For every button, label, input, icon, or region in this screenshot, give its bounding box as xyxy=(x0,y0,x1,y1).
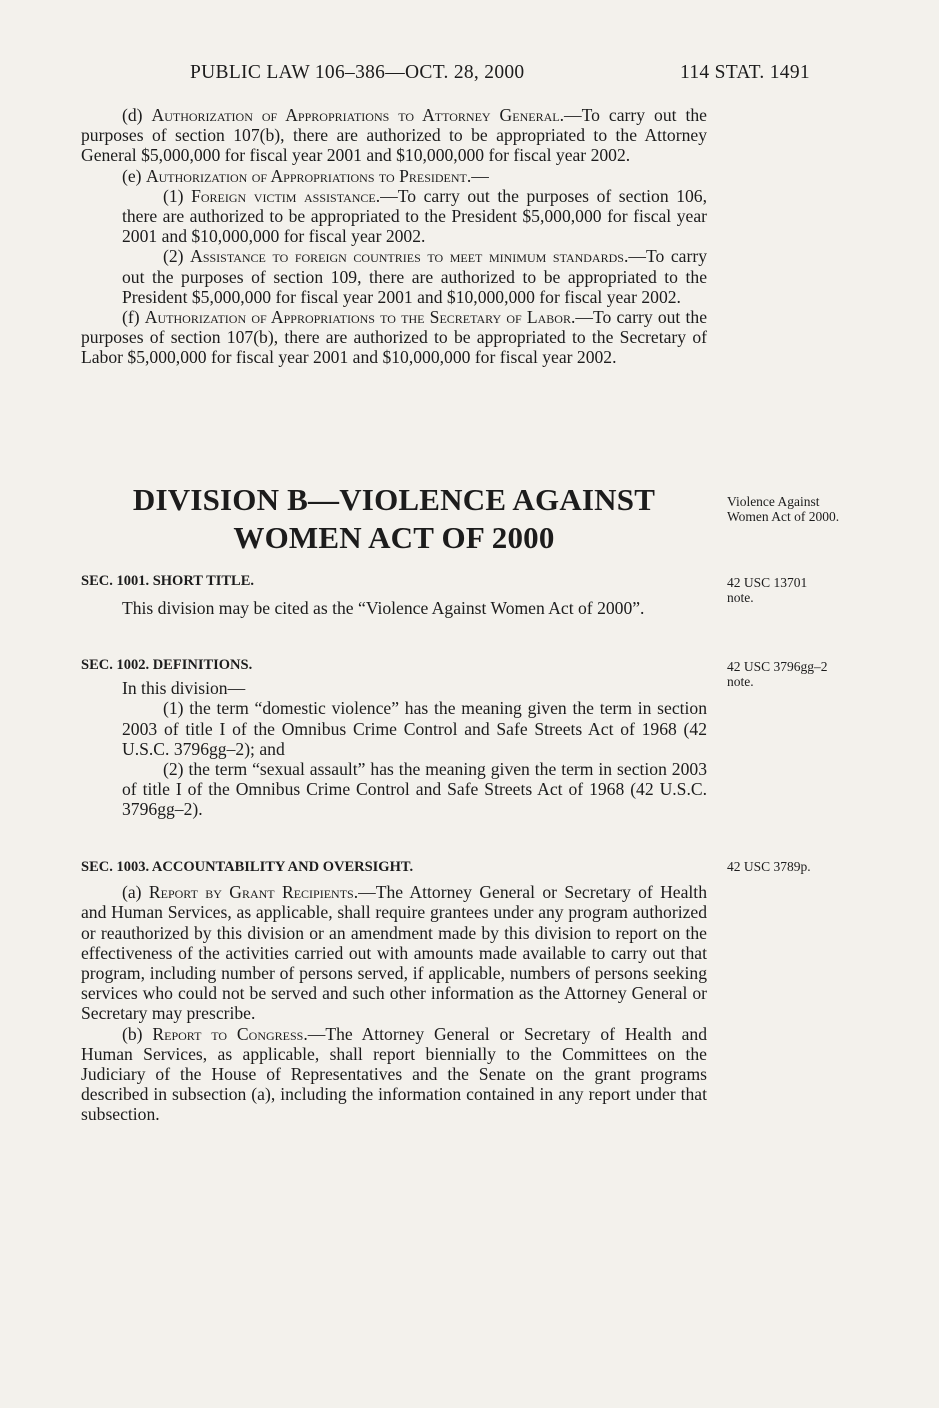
subsection-f-heading: Authorization of Appropriations to the Secretary of Labor. xyxy=(144,307,576,328)
subsection-1003-a-heading: Report by Grant Recipients. xyxy=(148,882,359,903)
division-title-line-1: DIVISION B—VIOLENCE AGAINST xyxy=(132,482,656,517)
division-title-line-2: WOMEN ACT OF 2000 xyxy=(233,520,555,555)
section-1001-text: This division may be cited as the “Violence Against Women Act of 2000”. xyxy=(122,598,645,619)
definition-2: (2) the term “sexual assault” has the meaning given the term in section 2003 of title I of the Omnibus Crime Control and Safe Streets Act of 1968 (42 U.S.C. 3796gg–2). xyxy=(122,759,707,820)
section-1002-intro: In this division— xyxy=(122,678,246,699)
margin-note-1002: 42 USC 3796gg–2 note. xyxy=(727,659,828,689)
margin-note-division: Violence Against Women Act of 2000. xyxy=(727,494,840,524)
subsection-d-heading: Authorization of Appropriations to Attorney General. xyxy=(151,105,564,125)
subsection-e-heading: Authorization of Appropriations to President. xyxy=(145,165,472,186)
margin-note-1003: 42 USC 3789p. xyxy=(727,859,811,874)
margin-note-1001: 42 USC 13701 note. xyxy=(727,575,808,605)
paragraph-e1: (1) Foreign victim assistance.—To carry out the purposes of section 106, there are authorized to be appropriated to the President $5,000,000 for fiscal year 2001 and $10,000,000 for fiscal year 2002. xyxy=(122,185,707,247)
division-title xyxy=(81,481,707,557)
section-1003-heading: SEC. 1003. ACCOUNTABILITY AND OVERSIGHT. xyxy=(81,859,414,875)
section-1001-heading: SEC. 1001. SHORT TITLE. xyxy=(81,573,255,589)
subsection-f: (f) Authorization of Appropriations to the Secretary of Labor.—To carry out the purposes of section 107(b), there are authorized to be appropriated to the Secretary of Labor $5,000,000 for fiscal year 2001 and $10,000,000 for fiscal year 2002. xyxy=(81,307,707,368)
paragraph-e2-heading: Assistance to foreign countries to meet minimum standards. xyxy=(190,246,629,267)
section-1001 xyxy=(81,571,707,618)
section-1002-heading: SEC. 1002. DEFINITIONS. xyxy=(81,657,253,673)
paragraph-e2: (2) Assistance to foreign countries to meet minimum standards.—To carry out the purposes of section 109, there are authorized to be appropriated to the President $5,000,000 for fiscal year 2001 and $10,000,000 for fiscal year 2002. xyxy=(122,246,707,307)
subsection-e: (e) Authorization of Appropriations to President.— xyxy=(122,165,489,186)
subsection-1003-a: (a) Report by Grant Recipients.—The Attorney General or Secretary of Health and Human Services, as applicable, shall require grantees under any program authorized or reauthorized by this division or an amendment made by this division to report on the effectiveness of the activities carried out with amounts made available to carry out that program, including number of persons served, if applicable, numbers of persons seeking services who could not be served and such other information as the Attorney General or Secretary may prescribe. xyxy=(81,882,707,1024)
definition-1: (1) the term “domestic violence” has the meaning given the term in section 2003 of title I of the Omnibus Crime Control and Safe Streets Act of 1968 (42 U.S.C. 3796gg–2); and xyxy=(122,698,707,759)
appropriations-section xyxy=(81,105,707,368)
header-citation: PUBLIC LAW 106–386—OCT. 28, 2000 xyxy=(190,62,525,83)
header-page-number: 114 STAT. 1491 xyxy=(680,62,810,83)
paragraph-e1-heading: Foreign victim assistance. xyxy=(191,185,381,206)
section-1003 xyxy=(81,857,707,1125)
section-1002 xyxy=(81,655,707,820)
subsection-d: (d) Authorization of Appropriations to Attorney General.—To carry out the purposes of section 107(b), there are authorized to be appropriated to the Attorney General $5,000,000 for fiscal year 2001 and $10,000,000 for fiscal year 2002. xyxy=(81,105,707,166)
subsection-1003-b-heading: Report to Congress. xyxy=(152,1023,308,1044)
subsection-1003-b: (b) Report to Congress.—The Attorney General or Secretary of Health and Human Services, as applicable, shall report biennially to the Committees on the Judiciary of the House of Representatives and the Senate on the grant programs described in subsection (a), including the information contained in any report under that subsection. xyxy=(81,1023,707,1125)
